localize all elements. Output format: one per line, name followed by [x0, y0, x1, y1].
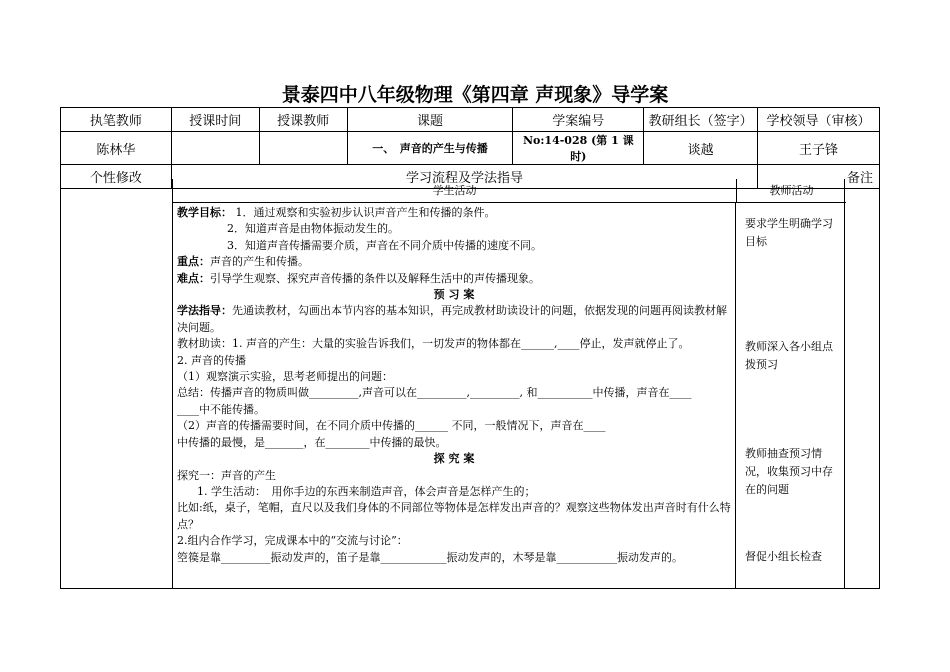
cell-note: 备注: [758, 165, 880, 189]
activity-2: 2.组内合作学习，完成课本中的“交流与讨论”：: [177, 534, 408, 548]
summary-2: ____中不能传播。: [177, 402, 265, 416]
aid-2: 2. 声音的传播: [177, 353, 246, 367]
preview-title: 预 习 案: [433, 288, 475, 302]
teacher-note-4: 督促小组长检查: [745, 550, 822, 563]
cell-writer: 陈林华: [61, 132, 172, 165]
cell-code-label: 学案编号: [513, 108, 644, 132]
cell-group-leader: 谈越: [644, 132, 758, 165]
cell-topic: 一、 声音的产生与传播: [347, 132, 513, 165]
cell-time-label: 授课时间: [171, 108, 259, 132]
cell-process: 学习流程及学法指导: [171, 165, 757, 189]
activity-1: 1. 学生活动： 用你手边的东西来制造声音，体会声音是怎样产生的；: [197, 484, 536, 498]
note-column: [844, 179, 879, 588]
main-body: [60, 179, 880, 589]
activity-1-question: 比如:纸，桌子，笔帽，直尺以及我们身体的不同部位等物体是怎样发出声音的？观察这些物体发出声音时有什么特点？: [177, 501, 731, 531]
goal-3: 3．知道声音传播需要介质，声音在不同介质中传播的速度不同。: [227, 238, 542, 252]
hard-label: 难点：: [177, 271, 210, 285]
teacher-note-3: 教师抽查预习情况，收集预习中存在的问题: [745, 447, 833, 496]
aid-2-2: （2）声音的传播需要时间，在不同介质中传播的______ 不同，一般情况下，声音在____: [177, 419, 606, 433]
cell-group-leader-label: 教研组长（签字）: [644, 108, 758, 132]
header-row-labels: [61, 108, 880, 132]
teacher-note-2: 教师深入各小组点拨预习: [745, 340, 833, 371]
method-text: 先通读教材，勾画出本节内容的基本知识，再完成教材助读设计的问题，依据发现的问题再阅读教材解决问题。: [177, 304, 727, 334]
explore-1: 探究一：声音的产生: [177, 468, 276, 482]
header-table: [60, 107, 880, 189]
goal-label: 教学目标：: [177, 206, 232, 219]
activity-2-question: 箜篌是靠_________振动发声的，笛子是靠____________振动发声的，木琴是靠___________振动发声的。: [177, 550, 683, 564]
cell-teacher: [259, 132, 347, 165]
cell-leader: 王子锋: [758, 132, 880, 165]
student-activity-header: 学生活动: [173, 179, 737, 203]
aid-2-2b: 中传播的最慢，是_______，在________中传播的最快。: [177, 435, 447, 449]
modify-column: [61, 179, 173, 588]
aid-line: 教材助读：1. 声音的产生：大量的实验告诉我们，一切发声的物体都在______,____停止，发声就停止了。: [177, 337, 690, 351]
aid-2-1: （1）观察演示实验，思考老师提出的问题：: [177, 370, 393, 384]
cell-teacher-label: 授课教师: [259, 108, 347, 132]
cell-modify: 个性修改: [61, 165, 172, 189]
key-text: 声音的产生和传播。: [210, 255, 309, 269]
cell-leader-label: 学校领导（审核）: [758, 108, 880, 132]
explore-title: 探 究 案: [433, 452, 475, 466]
method-label: 学法指导：: [177, 304, 232, 318]
goal-1: 1．通过观察和实验初步认识声音产生和传播的条件。: [235, 206, 496, 219]
hard-text: 引导学生观察、探究声音传播的条件以及解释生活中的声传播现象。: [210, 271, 540, 285]
teacher-activity-content: [737, 203, 846, 589]
page-title: 景泰四中八年级物理《第四章 声现象》导学案: [281, 84, 669, 106]
teacher-note-1: 要求学生明确学习目标: [745, 217, 833, 248]
cell-topic-label: 课题: [347, 108, 513, 132]
key-label: 重点：: [177, 255, 210, 269]
cell-writer-label: 执笔教师: [61, 108, 172, 132]
goal-2: 2．知道声音是由物体振动发生的。: [227, 222, 399, 236]
teacher-activity-header: 教师活动: [737, 179, 846, 203]
student-activity-content: [173, 203, 736, 589]
header-row-values: [61, 132, 880, 165]
cell-time: [171, 132, 259, 165]
cell-code: No:14-028 (第 1 课时): [513, 132, 644, 165]
summary: 总结：传播声音的物质叫做_________,声音可以在_________,_________, 和__________中传播，声音在____: [177, 386, 692, 400]
